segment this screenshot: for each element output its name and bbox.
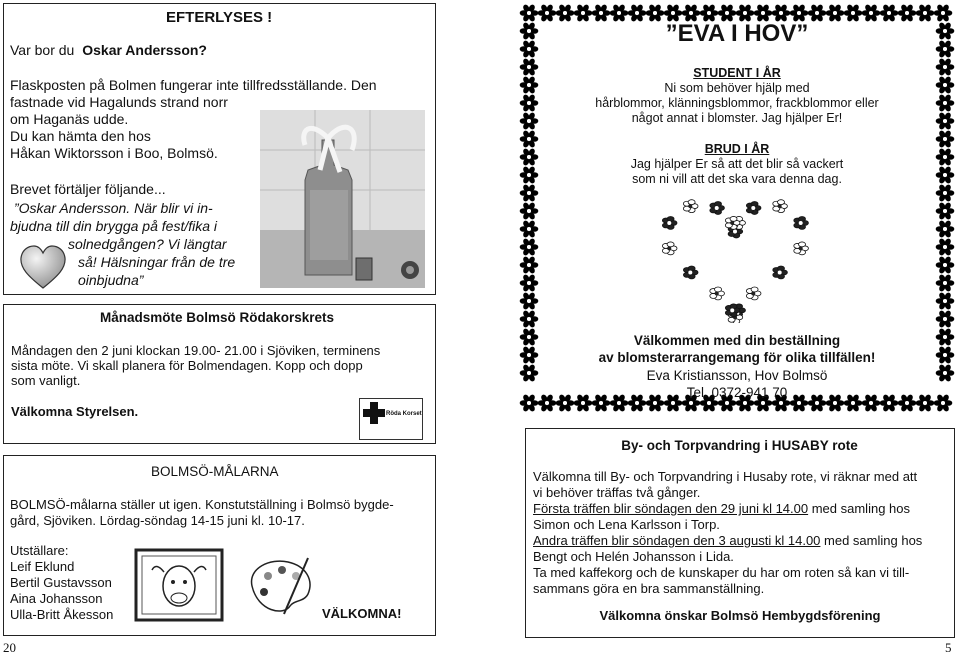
heart-icon (18, 244, 68, 290)
border-flower (520, 202, 539, 221)
welcome-line: Välkommen med din beställning (633, 333, 841, 348)
border-flower (520, 184, 539, 203)
border-flower (520, 58, 539, 77)
first-meeting-date: Första träffen blir söndagen den 29 juni kl 14.00 (533, 501, 809, 516)
border-flower (936, 76, 955, 95)
border-flower (520, 256, 539, 275)
letter-line: bjudna till din brygga på fest/fika i (10, 218, 218, 234)
second-meeting (533, 533, 953, 549)
border-flower (936, 112, 955, 131)
border-flower (520, 220, 539, 239)
rodakors-line: Måndagen den 2 juni klockan 19.00- 21.00 i Sjöviken, terminens (11, 343, 381, 358)
border-flower (520, 112, 539, 131)
page-number-left: 20 (3, 640, 16, 655)
malarna-line: gård, Sjöviken. Lördag-söndag 14-15 juni kl. 10-17. (10, 513, 305, 528)
exhibitor: Bertil Gustavsson (10, 575, 112, 590)
malarna-welcome: VÄLKOMNA! (322, 606, 402, 621)
border-flower (936, 202, 955, 221)
border-flower (936, 346, 955, 365)
rodakors-sign: Välkomna Styrelsen. (11, 404, 139, 419)
rodakors-box (3, 304, 436, 444)
first-meeting-rest: med samling hos (808, 501, 910, 516)
brud-line: Jag hjälper Er så att det blir så vackert (630, 157, 844, 171)
border-flower (936, 274, 955, 293)
flower-heart-icon (655, 193, 815, 323)
heart-flower (683, 200, 698, 213)
eva-student (540, 66, 934, 126)
efterlyses-line1 (10, 42, 207, 58)
brud-head: BRUD I ÅR (704, 142, 770, 156)
husaby-line: vi behöver träffas två gånger. (533, 485, 701, 500)
logo-text: Röda Korset (386, 411, 422, 417)
border-flower (520, 76, 539, 95)
para1-line: Du kan hämta den hos (10, 128, 151, 144)
student-line: Ni som behöver hjälp med (664, 81, 810, 95)
border-flower (934, 394, 953, 413)
border-flower (520, 346, 539, 365)
rodakors-line: som vanligt. (11, 373, 81, 388)
palette-icon (244, 556, 316, 618)
letter-line: så! Hälsningar från de tre (78, 254, 236, 270)
rodakors-line: sista möte. Vi skall planera för Bolmendagen. Kopp och dopp (11, 358, 363, 373)
border-flower (520, 364, 539, 383)
contact-line: Eva Kristiansson, Hov Bolmsö (646, 368, 828, 383)
border-flower (520, 394, 539, 413)
border-flower (936, 130, 955, 149)
heart-flower (746, 202, 761, 215)
heart-flower (794, 217, 809, 230)
husaby-line: Välkomna till By- och Torpvandring i Husaby rote, vi räknar med att (533, 469, 918, 484)
para1-line: Håkan Wiktorsson i Boo, Bolmsö. (10, 145, 218, 161)
student-line: hårblommor, klänningsblommor, frackblommor eller (595, 96, 879, 110)
border-flower (936, 364, 955, 383)
border-flower (520, 292, 539, 311)
welcome-line: av blomsterarrangemang för olika tillfällen! (598, 350, 876, 365)
exhibitor: Aina Johansson (10, 591, 103, 606)
letter-line: oinbjudna” (78, 272, 144, 288)
heart-flower (662, 217, 677, 230)
husaby-sign: Välkomna önskar Bolmsö Hembygdsförening (599, 608, 881, 623)
border-flower (520, 274, 539, 293)
bottle-photo (260, 110, 425, 288)
line1-prefix: Var bor du (10, 42, 75, 58)
husaby-title: By- och Torpvandring i HUSABY rote (621, 438, 858, 453)
rodakors-text (11, 343, 380, 388)
heart-flower (662, 242, 677, 255)
letter-line: solnedgången? Vi längtar (68, 236, 227, 252)
efterlyses-box (3, 3, 436, 295)
exhibitor: Ulla-Britt Åkesson (10, 607, 114, 622)
malarna-box (3, 455, 436, 636)
page-number-right: 5 (945, 640, 952, 655)
husaby-body (533, 469, 953, 597)
letter-line: ”Oskar Andersson. När blir vi in- (14, 200, 213, 216)
para1-line: Flaskposten på Bolmen fungerar inte tillfredsställande. Den (10, 77, 377, 93)
exhibitors (10, 543, 113, 623)
heart-flower (710, 287, 725, 300)
heart-flower (773, 266, 788, 279)
border-flower (520, 310, 539, 329)
border-flower (520, 148, 539, 167)
border-flower (936, 292, 955, 311)
letter-intro: Brevet förtäljer följande... (10, 181, 166, 197)
malarna-line: BOLMSÖ-målarna ställer ut igen. Konstutställning i Bolmsö bygde- (10, 497, 394, 512)
cow-painting-icon (134, 548, 224, 622)
exhibitor: Leif Eklund (10, 559, 75, 574)
eva-contact (540, 367, 934, 401)
heart-flower (794, 242, 809, 255)
husaby-line: Simon och Lena Karlsson i Torp. (533, 517, 720, 532)
student-line: något annat i blomster. Jag hjälper Er! (631, 111, 843, 125)
first-meeting (533, 501, 953, 517)
eva-brud (540, 142, 934, 187)
border-flower (936, 166, 955, 185)
red-cross-logo (359, 398, 423, 440)
husaby-line: Ta med kaffekorg och de kunskaper du har om roten så kan vi till- (533, 565, 910, 580)
heart-flower (746, 287, 761, 300)
border-flower (936, 328, 955, 347)
heart-flower (683, 266, 698, 279)
cross-icon (363, 402, 385, 424)
heart-flower (710, 202, 725, 215)
line1-name: Oskar Andersson? (82, 42, 207, 58)
border-flower (936, 238, 955, 257)
para1-line: om Haganäs udde. (10, 111, 129, 127)
border-flower (520, 238, 539, 257)
border-flower (520, 94, 539, 113)
husaby-line: sammans göra en bra sammanställning. (533, 581, 765, 596)
border-flower (520, 328, 539, 347)
efterlyses-heading: EFTERLYSES ! (166, 9, 273, 26)
second-meeting-date: Andra träffen blir söndagen den 3 augusti kl 14.00 (533, 533, 821, 548)
malarna-title: BOLMSÖ-MÅLARNA (151, 464, 279, 479)
heart-flower (773, 200, 788, 213)
border-flower (936, 148, 955, 167)
border-flower (936, 310, 955, 329)
border-flower (936, 94, 955, 113)
brud-line: som ni vill att det ska vara denna dag. (632, 172, 842, 186)
border-flower (520, 166, 539, 185)
rodakors-title: Månadsmöte Bolmsö Rödakorskrets (100, 310, 335, 325)
para1-line: fastnade vid Hagalunds strand norr (10, 94, 228, 110)
border-flower (936, 256, 955, 275)
exhibitors-label: Utställare: (10, 543, 69, 558)
border-flower (520, 130, 539, 149)
border-flower (936, 58, 955, 77)
malarna-text (10, 497, 394, 529)
border-flower (936, 184, 955, 203)
eva-welcome (540, 332, 934, 366)
second-meeting-rest: med samling hos (820, 533, 923, 548)
husaby-line: Bengt och Helén Johansson i Lida. (533, 549, 734, 564)
student-head: STUDENT I ÅR (693, 66, 781, 80)
border-flower (936, 220, 955, 239)
eva-title: ”EVA I HOV” (665, 20, 809, 47)
contact-line: Tel. 0372-941 70 (686, 385, 788, 400)
